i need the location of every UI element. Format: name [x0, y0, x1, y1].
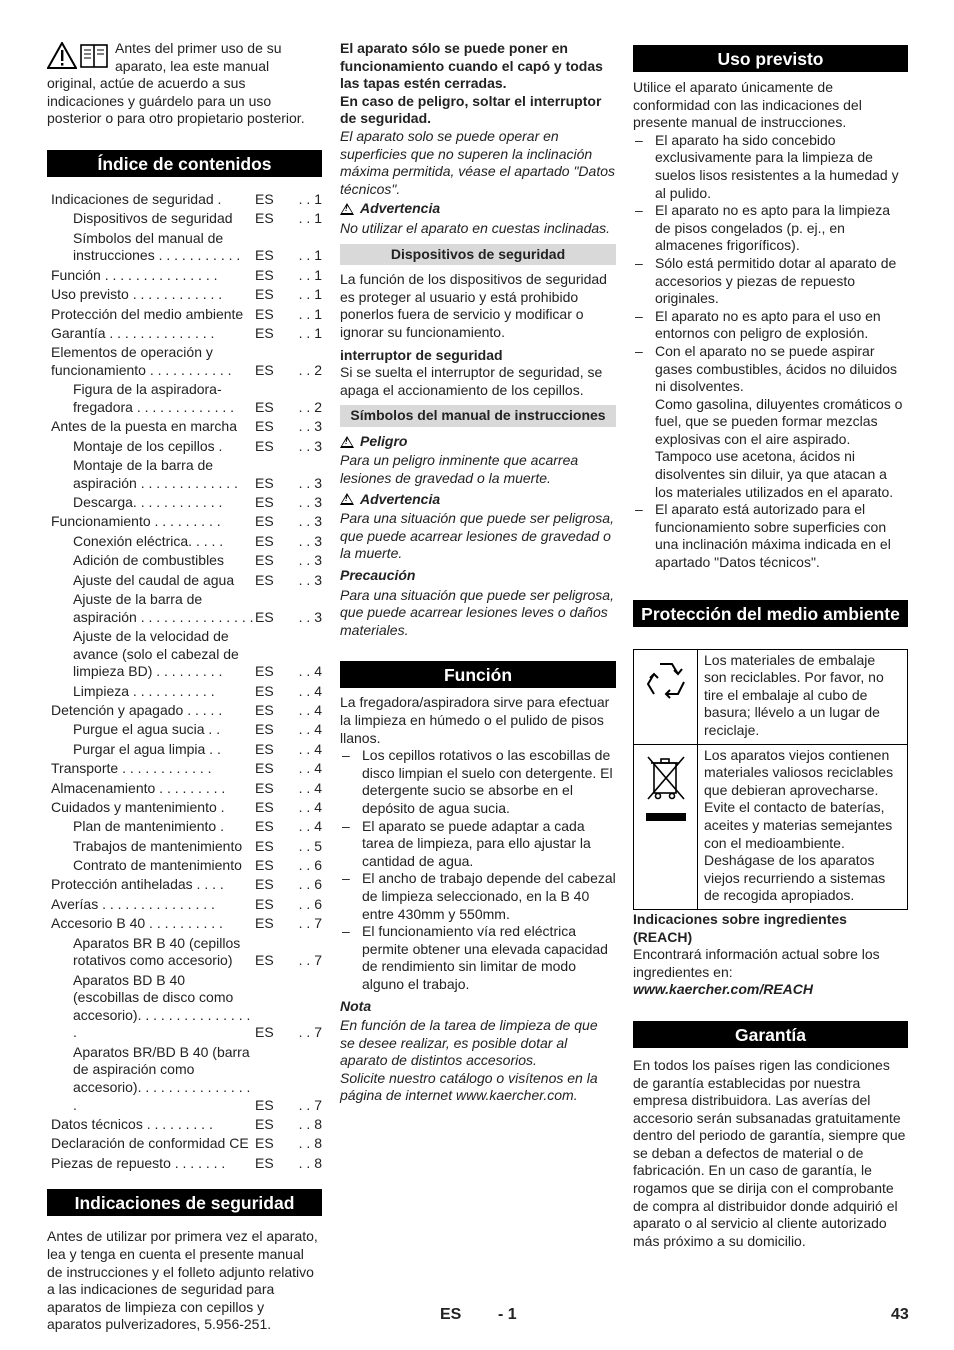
seguridad-heading: Indicaciones de seguridad [47, 1189, 322, 1216]
toc-entry-lang: ES [255, 818, 274, 835]
toc-entry-lang: ES [255, 532, 274, 549]
advertencia-text: Para una situación que puede ser peligrosa, que puede acarrear lesiones de gravedad o la muerte. [340, 510, 614, 562]
advertencia-label-row [340, 491, 616, 509]
toc-entry-page: . . 1 [298, 210, 322, 227]
toc-entry[interactable] [51, 306, 322, 324]
toc-entry[interactable] [51, 1116, 322, 1134]
toc-entry-page: . . 6 [298, 895, 322, 912]
toc-entry-page: . . 4 [298, 760, 322, 777]
toc-entry[interactable] [51, 533, 322, 551]
crossed-bin-icon [634, 745, 698, 909]
uso-list [633, 132, 908, 572]
funcion-text: La fregadora/aspiradora sirve para efectuar la limpieza en húmedo o el pulido de pisos llanos. [340, 694, 610, 746]
toc-entry[interactable] [51, 896, 322, 914]
reach-url[interactable]: www.kaercher.com/REACH [633, 981, 813, 998]
toc-entry-lang: ES [255, 682, 274, 699]
toc-entry[interactable] [51, 702, 322, 720]
uso-list-item [633, 132, 908, 202]
warning-icon [340, 493, 354, 505]
toc-entry-title: Descarga. . . . . . . . . . . . [73, 494, 223, 511]
funcion-list-item: – El ancho de trabajo depende del cabezal de limpieza seleccionado, en la B 40 entre 430mm y 550mm. [340, 870, 616, 923]
column-left [47, 40, 322, 1334]
toc-entry-page: . . 3 [298, 532, 322, 549]
manual-book-icon [79, 42, 109, 69]
toc-entry-title: Limpieza . . . . . . . . . . . [73, 682, 215, 699]
toc-entry[interactable] [51, 1155, 322, 1173]
column-right [633, 40, 908, 1250]
toc-entry[interactable] [51, 572, 322, 590]
toc-entry-lang: ES [255, 305, 274, 322]
toc-entry-lang: ES [255, 760, 274, 777]
nota-text: En función de la tarea de limpieza de que se desee realizar, es posible dotar al aparato de distintos accesorios. [340, 1017, 598, 1069]
uso-list-item [633, 202, 908, 255]
toc-entry[interactable] [51, 418, 322, 436]
toc-entry-lang: ES [255, 266, 274, 283]
uso-text: Utilice el aparato únicamente de conformidad con las indicaciones del presente manual de instrucciones. [633, 79, 862, 131]
toc-entry-lang: ES [255, 837, 274, 854]
intro-block [47, 40, 322, 128]
toc-entry[interactable] [51, 760, 322, 778]
toc-entry-page: . . 1 [298, 305, 322, 322]
toc-entry-page: . . 4 [298, 798, 322, 815]
funcion-list-item: – El aparato se puede adaptar a cada tarea de limpieza, para ello ajustar la cantidad de agua. [340, 818, 616, 871]
toc-entry-title: Ajuste del caudal de agua [73, 571, 235, 588]
toc-entry-lang: ES [255, 474, 274, 491]
toc-entry-title: Antes de la puesta en marcha [51, 418, 238, 435]
toc-entry-lang: ES [255, 608, 274, 625]
toc-entry[interactable] [51, 876, 322, 894]
toc-entry[interactable] [51, 267, 322, 285]
toc-entry-lang: ES [255, 779, 274, 796]
toc-entry[interactable] [51, 325, 322, 343]
funcion-list-item: – El funcionamiento vía red eléctrica permite obtener una elevada capacidad de rendimiento sin limitar de modo alguno el trabajo. [340, 923, 616, 993]
toc-entry[interactable] [51, 552, 322, 570]
toc-entry-page: . . 4 [298, 663, 322, 680]
toc-entry-page: . . 2 [298, 361, 322, 378]
garantia-heading: Garantía [633, 1021, 908, 1048]
toc-entry-title: Piezas de repuesto . . . . . . . [51, 1154, 226, 1171]
interruptor-text: Si se suelta el interruptor de seguridad, se apaga el accionamiento de los cepillos. [340, 364, 603, 398]
precaucion-label: Precaución [340, 567, 416, 584]
nota-text-2: Solicite nuestro catálogo o visítenos en la página de internet www.kaercher.com. [340, 1069, 598, 1104]
toc-entry[interactable] [51, 286, 322, 304]
toc-entry-page: . . 4 [298, 701, 322, 718]
toc-entry-title: Purgar el agua limpia . . [73, 740, 221, 757]
medio-heading: Protección del medio ambiente [633, 600, 908, 627]
danger-icon [340, 436, 354, 448]
toc-entry-title: Montaje de los cepillos . [73, 437, 223, 454]
uso-heading: Uso previsto [633, 45, 908, 72]
column-middle [340, 40, 616, 1105]
toc-entry[interactable] [51, 1135, 322, 1153]
toc-entry-title: Figura de la aspiradora-fregadora . . . . . . . . . . . . . [73, 381, 235, 415]
toc-entry-title: Uso previsto . . . . . . . . . . . . [51, 286, 223, 303]
toc-entry-page: . . 3 [298, 474, 322, 491]
toc-entry-title: Transporte . . . . . . . . . . . . [51, 760, 212, 777]
toc-entry[interactable] [51, 628, 322, 681]
toc-entry-page: . . 7 [298, 1096, 322, 1113]
toc-entry-lang: ES [255, 418, 274, 435]
toc-entry[interactable] [51, 799, 322, 817]
toc-entry-title: Adición de combustibles [73, 552, 224, 569]
toc-entry-title: Protección antiheladas . . . . [51, 876, 224, 893]
toc-heading: Índice de contenidos [47, 150, 322, 177]
uso-list-item-text: Con el aparato no se puede aspirar gases combustibles, ácidos no diluidos ni disolventes. [655, 342, 898, 395]
toc-entry-page: . . 1 [298, 190, 322, 207]
toc-entry[interactable] [51, 972, 322, 1042]
reach-text: Encontrará información actual sobre los ingredientes en: [633, 946, 880, 980]
toc-entry-title: Ajuste de la velocidad de avance (solo el cabezal de limpieza BD) . . . . . . . . . [73, 627, 239, 680]
toc-entry-title: Declaración de conformidad CE [51, 1135, 249, 1152]
toc-entry-title: Aparatos BD B 40 (escobillas de disco como accesorio). . . . . . . . . . . . . . . . [73, 971, 251, 1041]
toc-entry-title: Indicaciones de seguridad . [51, 190, 222, 207]
dispositivos-heading: Dispositivos de seguridad [340, 244, 616, 266]
toc-entry-lang: ES [255, 798, 274, 815]
uso-list-item [633, 308, 908, 343]
funcion-list [340, 747, 616, 993]
toc-entry[interactable] [51, 683, 322, 701]
toc-entry-title: Funcionamiento . . . . . . . . . [51, 513, 221, 530]
toc-entry-title: Aparatos BR B 40 (cepillos rotativos como accesorio) [73, 934, 241, 969]
toc-entry-title: Detención y apagado . . . . . [51, 701, 223, 718]
toc-entry-page: . . 1 [298, 286, 322, 303]
toc-entry-title: Trabajos de mantenimiento [73, 837, 243, 854]
toc-entry-page: . . 7 [298, 1024, 322, 1041]
toc-entry-page: . . 3 [298, 513, 322, 530]
toc-entry-lang: ES [255, 286, 274, 303]
toc-entry-lang: ES [255, 1154, 274, 1171]
toc-entry-lang: ES [255, 494, 274, 511]
toc-entry-page: . . 2 [298, 398, 322, 415]
toc-entry-title: Plan de mantenimiento . [73, 818, 224, 835]
toc-entry-page: . . 6 [298, 857, 322, 874]
toc-entry[interactable] [51, 591, 322, 626]
reach-heading: Indicaciones sobre ingredientes (REACH) [633, 910, 847, 945]
toc-entry-lang: ES [255, 210, 274, 227]
toc-entry-lang: ES [255, 361, 274, 378]
uso-list-item [633, 501, 908, 571]
simbolos-heading: Símbolos del manual de instrucciones [340, 405, 616, 427]
toc-entry-page: . . 4 [298, 740, 322, 757]
uso-list-item-text: El aparato no es apto para la limpieza de pisos congelados (p. ej., en almacenes frigoríficos). [655, 202, 891, 254]
environment-table [633, 649, 908, 910]
toc-entry-lang: ES [255, 876, 274, 893]
footer-section: - 1 [498, 1306, 517, 1323]
toc-entry[interactable] [51, 210, 322, 228]
toc-entry-title: Ajuste de la barra de aspiración . . . . . . . . . . . . . . . [73, 590, 254, 625]
warning-label-row [340, 200, 616, 218]
toc-entry-page: . . 3 [298, 552, 322, 569]
recycling-icon [634, 650, 698, 744]
toc-entry[interactable] [51, 818, 322, 836]
toc-entry[interactable] [51, 741, 322, 759]
toc-entry-lang: ES [255, 857, 274, 874]
peligro-label-row [340, 433, 616, 451]
toc-entry-title: Conexión eléctrica. . . . . [73, 532, 224, 549]
uso-list-item [633, 255, 908, 308]
toc-entry[interactable] [51, 457, 322, 492]
warning-icon [340, 203, 354, 215]
advertencia-label: Advertencia [360, 490, 441, 507]
footer-page-number: 43 [891, 1306, 909, 1323]
toc-entry-page: . . 3 [298, 437, 322, 454]
toc-entry-title: Purgue el agua sucia . . [73, 721, 221, 738]
toc-entry-lang: ES [255, 1024, 274, 1041]
environment-row-text: Los aparatos viejos contienen materiales valiosos reciclables que debieran aprovecharse. Evite el contacto de baterías, aceites y materias semejantes con el medioambiente. Deshágase de los aparatos viejos recurriendo a sistemas de recogida apropiados. [704, 746, 894, 904]
toc-entry-title: Montaje de la barra de aspiración . . . . . . . . . . . . . [73, 457, 238, 491]
toc-entry-title: Contrato de mantenimiento [73, 857, 242, 874]
toc-entry-lang: ES [255, 740, 274, 757]
toc-entry[interactable] [51, 780, 322, 798]
toc-entry-title: Averías . . . . . . . . . . . . . . . [51, 895, 215, 912]
dispositivos-text: La función de los dispositivos de seguridad es proteger al usuario y está prohibido ponerlos fuera de servicio y modificar o ignorar su funcionamiento. [340, 271, 607, 340]
toc-entry-title: Símbolos del manual de instrucciones . . . . . . . . . . . [73, 229, 241, 264]
warning-label: Advertencia [360, 200, 441, 217]
uso-list-item-text: El aparato está autorizado para el funcionamiento sobre superficies con una inclinación máxima indicada en el apartado "Datos técnicos". [655, 501, 891, 571]
toc-entry-title: Almacenamiento . . . . . . . . . [51, 779, 226, 796]
toc-entry-title: Aparatos BR/BD B 40 (barra de aspiración como accesorio). . . . . . . . . . . . . . . . [73, 1043, 251, 1113]
toc-entry[interactable] [51, 381, 322, 416]
toc-entry-lang: ES [255, 721, 274, 738]
warning-text: No utilizar el aparato en cuestas inclinadas. [340, 219, 611, 236]
toc-entry-page: . . 1 [298, 324, 322, 341]
toc-entry-title: Dispositivos de seguridad [73, 210, 233, 227]
toc-entry-page: . . 8 [298, 1135, 322, 1152]
toc-entry-page: . . 1 [298, 266, 322, 283]
uso-list-item [633, 343, 908, 501]
toc-entry-page: . . 5 [298, 837, 322, 854]
toc-entry[interactable] [51, 915, 322, 933]
toc-entry[interactable] [51, 230, 322, 265]
toc-entry-lang: ES [255, 1135, 274, 1152]
toc-entry-page: . . 4 [298, 779, 322, 796]
peligro-label: Peligro [360, 432, 408, 449]
seguridad-text: Antes de utilizar por primera vez el aparato, lea y tenga en cuenta el presente manual de instrucciones y el folleto adjunto relativo a las indicaciones de seguridad para aparatos de limpieza con cepillos y aparatos pulverizadores, 5.956-251. [47, 1228, 318, 1333]
toc-entry[interactable] [51, 513, 322, 531]
toc-entry-page: . . 3 [298, 571, 322, 588]
toc-entry[interactable] [51, 1044, 322, 1114]
italic-note-1: El aparato solo se puede operar en superficies que no superen la inclinación máxima permitida, véase el apartado "Datos técnicos". [340, 127, 615, 197]
toc-entry[interactable] [51, 721, 322, 739]
bold-note-2: En caso de peligro, soltar el interruptor de seguridad. [340, 92, 602, 127]
funcion-list-item: – Los cepillos rotativos o las escobillas de disco limpian el suelo con detergente. El detergente sucio se absorbe en el depósito de agua sucia. [340, 747, 616, 817]
precaucion-text: Para una situación que puede ser peligrosa, que puede acarrear lesiones leves o daños materiales. [340, 586, 614, 638]
toc-entry[interactable] [51, 191, 322, 209]
toc-entry-lang: ES [255, 952, 274, 969]
intro-text: Antes del primer uso de su aparato, lea este manual original, actúe de acuerdo a sus indicaciones y guárdelo para un uso posterior o para otro propietario posterior. [47, 40, 305, 127]
toc-entry-page: . . 3 [298, 418, 322, 435]
peligro-text: Para un peligro inminente que acarrea lesiones de gravedad o la muerte. [340, 452, 579, 487]
nota-label: Nota [340, 997, 372, 1014]
uso-list-item-text: Sólo está permitido dotar al aparato de accesorios y piezas de repuesto originales. [655, 254, 897, 307]
toc-entry-page: . . 4 [298, 818, 322, 835]
toc-entry-title: Garantía . . . . . . . . . . . . . . [51, 324, 215, 341]
warning-triangle-icon [47, 42, 77, 69]
toc-entry[interactable] [51, 857, 322, 875]
toc-entry[interactable] [51, 935, 322, 970]
toc-entry-page: . . 3 [298, 608, 322, 625]
toc-entry-lang: ES [255, 1096, 274, 1113]
toc-entry-page: . . 3 [298, 494, 322, 511]
toc-entry-lang: ES [255, 324, 274, 341]
toc-entry[interactable] [51, 838, 322, 856]
toc-entry[interactable] [51, 438, 322, 456]
toc-entry-page: . . 1 [298, 247, 322, 264]
toc-entry-lang: ES [255, 1115, 274, 1132]
funcion-heading: Función [340, 661, 616, 688]
toc-entry-lang: ES [255, 552, 274, 569]
toc-entry-lang: ES [255, 190, 274, 207]
toc-entry-lang: ES [255, 571, 274, 588]
warning-manual-icons [47, 42, 111, 72]
toc-entry-title: Elementos de operación y funcionamiento . . . . . . . . . . . [51, 344, 232, 378]
interruptor-heading: interruptor de seguridad [340, 346, 503, 363]
toc-entry-page: . . 4 [298, 721, 322, 738]
toc-entry-lang: ES [255, 701, 274, 718]
toc-entry-lang: ES [255, 247, 274, 264]
toc-entry-title: Cuidados y mantenimiento . [51, 798, 225, 815]
toc-entry-lang: ES [255, 663, 274, 680]
toc-entry-page: . . 4 [298, 682, 322, 699]
toc-entry-page: . . 8 [298, 1115, 322, 1132]
toc-entry-lang: ES [255, 513, 274, 530]
footer-lang: ES [440, 1306, 462, 1323]
toc-entry-lang: ES [255, 895, 274, 912]
environment-row [634, 745, 907, 909]
toc-entry[interactable] [51, 344, 322, 379]
table-of-contents [47, 191, 322, 1172]
uso-list-item-text: El aparato ha sido concebido exclusivamente para la limpieza de suelos lisos resistentes a la humedad y al pulido. [655, 131, 899, 201]
toc-entry-page: . . 8 [298, 1154, 322, 1171]
toc-entry-page: . . 7 [298, 952, 322, 969]
toc-entry-title: Función . . . . . . . . . . . . . . . [51, 266, 218, 283]
environment-row-text: Los materiales de embalaje son reciclables. Por favor, no tire el embalaje al cubo de basura; llévelo a un lugar de reciclaje. [704, 651, 884, 738]
toc-entry-page: . . 6 [298, 876, 322, 893]
toc-entry-title: Accesorio B 40 . . . . . . . . . . [51, 915, 223, 932]
bold-note-1: El aparato sólo se puede poner en funcionamiento cuando el capó y todas las tapas estén cerradas. [340, 40, 603, 92]
toc-entry[interactable] [51, 494, 322, 512]
toc-entry-page: . . 7 [298, 915, 322, 932]
toc-entry-lang: ES [255, 915, 274, 932]
toc-entry-title: Protección del medio ambiente [51, 305, 244, 322]
uso-list-item-extra: Como gasolina, diluyentes cromáticos o fuel, que se pueden formar mezclas explosivas con el aire aspirado. Tampoco use acetona, ácidos ni disolventes sin diluir, ya que atacan a los materiales utilizados en el aparato. [655, 395, 903, 500]
toc-entry-title: Datos técnicos . . . . . . . . . [51, 1115, 213, 1132]
toc-entry-lang: ES [255, 398, 274, 415]
toc-entry-lang: ES [255, 437, 274, 454]
environment-row [634, 650, 907, 745]
garantia-text: En todos los países rigen las condiciones de garantía establecidas por nuestra empresa distribuidora. Las averías del accesorio serán subsanadas gratuitamente dentro del periodo de garantía, siempre que se deban a defectos de material o de fabricación. En un caso de garantía, le rogamos que se dirija con el comprobante de compra al distribuidor donde adquirió el aparato o al servicio al cliente autorizado más próximo a su domicilio. [633, 1056, 906, 1249]
uso-list-item-text: El aparato no es apto para el uso en entornos con peligro de explosión. [655, 307, 881, 342]
